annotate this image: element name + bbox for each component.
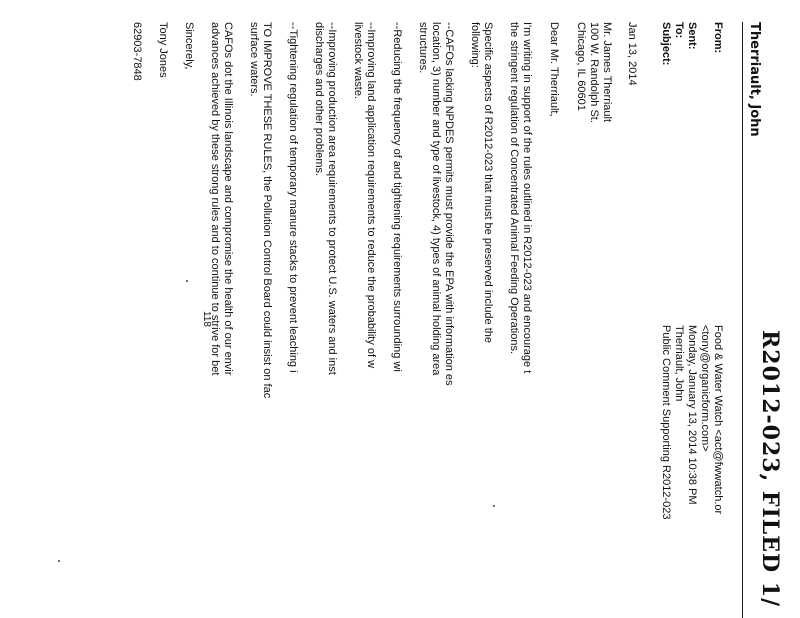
closing: Sincerely, bbox=[183, 22, 195, 70]
from-value-line-1: Food & Water Watch <act@fwwatch.or bbox=[712, 325, 724, 515]
paragraph-8-line-2: surface waters. bbox=[248, 22, 260, 97]
address-line-3: Chicago, IL 60601 bbox=[575, 22, 587, 111]
salutation: Dear Mr. Therriault, bbox=[548, 22, 560, 117]
scan-speck bbox=[493, 505, 495, 507]
paragraph-5-line-2: livestock waste. bbox=[352, 22, 364, 100]
paragraph-1-line-1: I'm writing in support of the rules outlined in R2012-023 and encourage t bbox=[521, 22, 533, 374]
scan-speck bbox=[186, 280, 188, 282]
paragraph-8-line-1: TO IMPROVE THESE RULES, the Pollution Control Board could insist on fac bbox=[261, 22, 273, 399]
page-number: 118 bbox=[201, 311, 212, 327]
paragraph-7-line-1: --Tightening regulation of temporary manure stacks to prevent leaching i bbox=[287, 22, 299, 373]
from-label: From: bbox=[712, 22, 724, 54]
paragraph-2-line-2: following: bbox=[469, 22, 481, 68]
paragraph-1-line-2: the stringent regulation of Concentrated Animal Feeding Operations. bbox=[508, 22, 520, 355]
to-value: Therriault, John bbox=[673, 325, 685, 402]
sent-value: Monday, January 13, 2014 10:38 PM bbox=[686, 325, 698, 505]
paragraph-9-line-2: advances achieved by these strong rules and to continue to strive for bet bbox=[209, 22, 221, 376]
paragraph-3-line-3: structures. bbox=[417, 22, 429, 74]
subject-label: Subject: bbox=[660, 22, 672, 66]
signature: Tony Jones bbox=[157, 22, 169, 78]
paragraph-6-line-2: discharges and other problems. bbox=[313, 22, 325, 177]
filing-stamp: R2012-023, FILED 1/ bbox=[757, 330, 783, 608]
paragraph-5-line-1: --Improving land application requirements to reduce the probability of w bbox=[365, 22, 377, 369]
paragraph-9-line-1: CAFOs dot the Illinois landscape and compromise the health of our envir bbox=[222, 22, 234, 376]
scan-speck bbox=[58, 560, 60, 562]
paragraph-2-line-1: Specific aspects of R2012-023 that must be preserved include the bbox=[482, 22, 494, 344]
paragraph-3-line-1: --CAFOs lacking NPDES permits must provide the EPA with information es bbox=[443, 22, 455, 386]
header-rule bbox=[742, 22, 743, 618]
to-label: To: bbox=[673, 22, 685, 39]
zip-code: 62903-7848 bbox=[131, 22, 143, 81]
address-line-2: 100 W. Randolph St. bbox=[588, 22, 600, 123]
subject-value: Public Comment Supporting R2012-023 bbox=[660, 325, 672, 520]
sent-label: Sent: bbox=[686, 22, 698, 50]
paragraph-3-line-2: location, 3) number and type of livestock, 4) types of animal holding area bbox=[430, 22, 442, 376]
sender-name: Therriault, John bbox=[747, 22, 762, 137]
from-value-line-2: <tony@organicform.com> bbox=[699, 325, 711, 452]
paragraph-6-line-1: --Improving production area requirements to protect U.S. waters and inst bbox=[326, 22, 338, 375]
paragraph-4-line-1: --Reducing the frequency of and tightening requirements surrounding wi bbox=[391, 22, 403, 372]
letter-date: Jan 13, 2014 bbox=[626, 22, 638, 86]
address-line-1: Mr. James Therriault bbox=[601, 22, 613, 123]
